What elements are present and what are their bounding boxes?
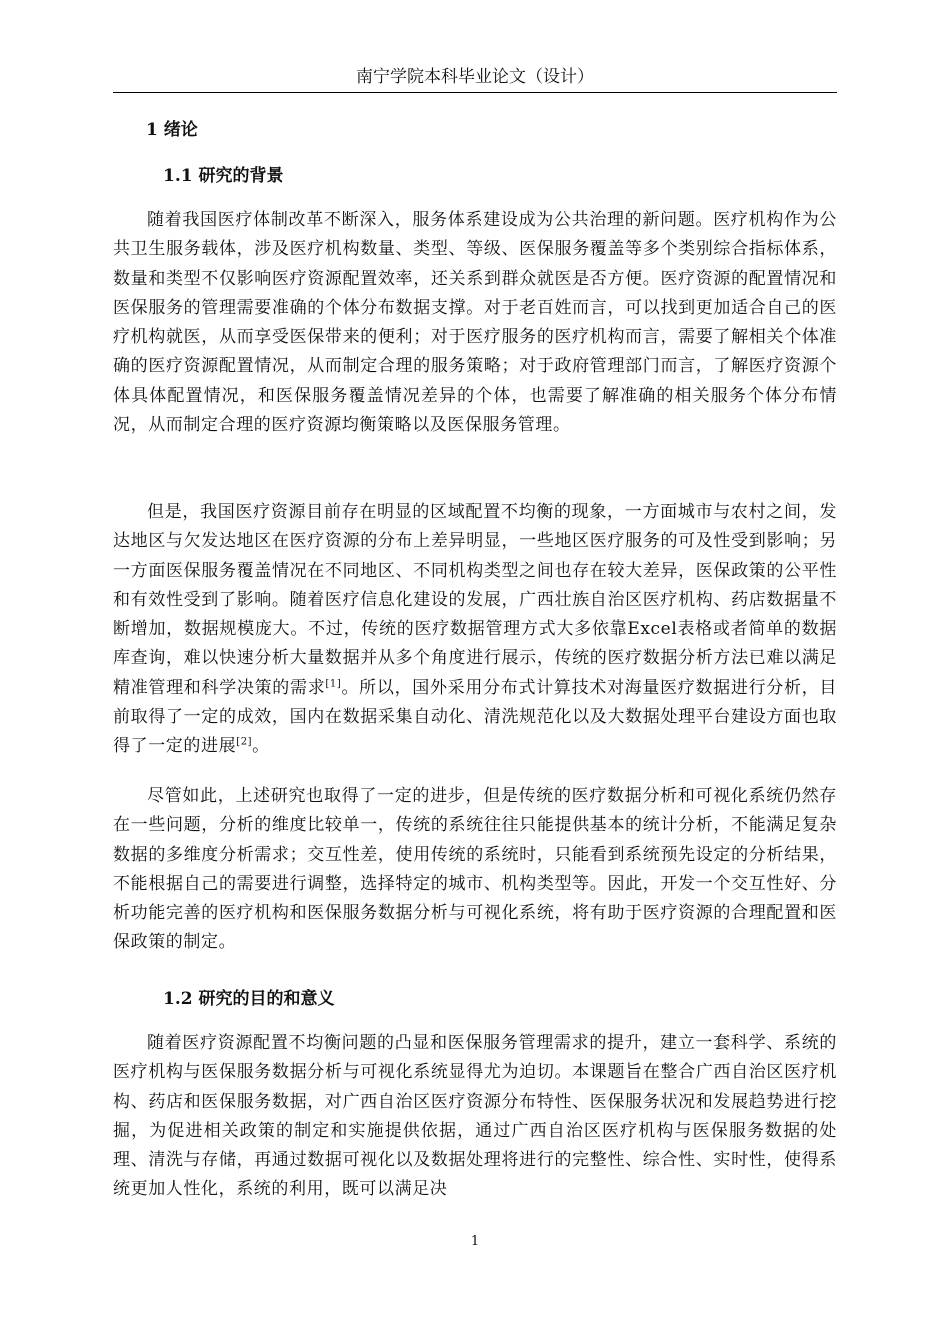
paragraph-text: 但是，我国医疗资源目前存在明显的区域配置不均衡的现象，一方面城市与农村之间，发达地区与欠发达地区在医疗资源的分布上差异明显，一些地区医疗服务的可及性受到影响；另一方面医保服务覆盖情况在不同地区、不同机构类型之间也存在较大差异，医保政策的公平性和有效性受到了影响。随着医疗信息化建设的发展，广西壮族自治区医疗机构、药店数据量不断增加，数据规模庞大。不过，传统的医疗数据管理方式大多依靠Excel表格或者简单的数据库查询，难以快速分析大量数据并从多个角度进行展示，传统的医疗数据分析方法已难以满足精准管理和科学决策的需求 [113,502,837,698]
paragraph-background-3: 尽管如此，上述研究也取得了一定的进步，但是传统的医疗数据分析和可视化系统仍然存在一些问题，分析的维度比较单一，传统的系统往往只能提供基本的统计分析，不能满足复杂数据的多维度分析需求；交互性差，使用传统的系统时，只能看到系统预先设定的分析结果，不能根据自己的需要进行调整，选择特定的城市、机构类型等。因此，开发一个交互性好、分析功能完善的医疗机构和医保服务数据分析与可视化系统，将有助于医疗资源的合理配置和医保政策的制定。 [113,786,837,953]
paragraph-background-1: 随着我国医疗体制改革不断深入，服务体系建设成为公共治理的新问题。医疗机构作为公共卫生服务载体，涉及医疗机构数量、类型、等级、医保服务覆盖等多个类别综合指标体系，数量和类型不仅影响医疗资源配置效率，还关系到群众就医是否方便。医疗资源的配置情况和医保服务的管理需要准确的个体分布数据支撑。对于老百姓而言，可以找到更加适合自己的医疗机构就医，从而享受医保带来的便利；对于医疗服务的医疗机构而言，需要了解相关个体准确的医疗资源配置情况，从而制定合理的服务策略；对于政府管理部门而言，了解医疗资源个体具体配置情况，和医保服务覆盖情况差异的个体，也需要了解准确的相关服务个体分布情况，从而制定合理的医疗资源均衡策略以及医保服务管理。 [113,210,837,436]
chapter-heading: 1 绪论 [146,120,198,140]
paragraph-background-2 [113,498,837,762]
page-footer [0,1234,950,1249]
citation-ref: [1] [325,678,342,690]
header-title: 南宁学院本科毕业论文（设计） [356,67,594,87]
section-heading-1-2: 1.2 研究的目的和意义 [163,989,335,1009]
paragraph-purpose-1: 随着医疗资源配置不均衡问题的凸显和医保服务管理需求的提升，建立一套科学、系统的医疗机构与医保服务数据分析与可视化系统显得尤为迫切。本课题旨在整合广西自治区医疗机构、药店和医保服务数据，对广西自治区医疗资源分布特性、医保服务状况和发展趋势进行挖掘，为促进相关政策的制定和实施提供依据，通过广西自治区医疗机构与医保服务数据的处理、清洗与存储，再通过数据可视化以及数据处理将进行的完整性、综合性、实时性，使得系统更加人性化，系统的利用，既可以满足决 [113,1033,837,1200]
page-number: 1 [470,1234,480,1249]
citation-ref: [2] [236,736,253,748]
paragraph-text: 。所以，国外采用分布式计算技术对海量医疗数据进行分析，目前取得了一定的成效，国内在数据采集自动化、清洗规范化以及大数据处理平台建设方面也取得了一定的进展 [113,677,837,757]
page-header [113,66,837,93]
paragraph-text: 。 [252,736,270,757]
section-heading-1-1: 1.1 研究的背景 [163,166,284,186]
